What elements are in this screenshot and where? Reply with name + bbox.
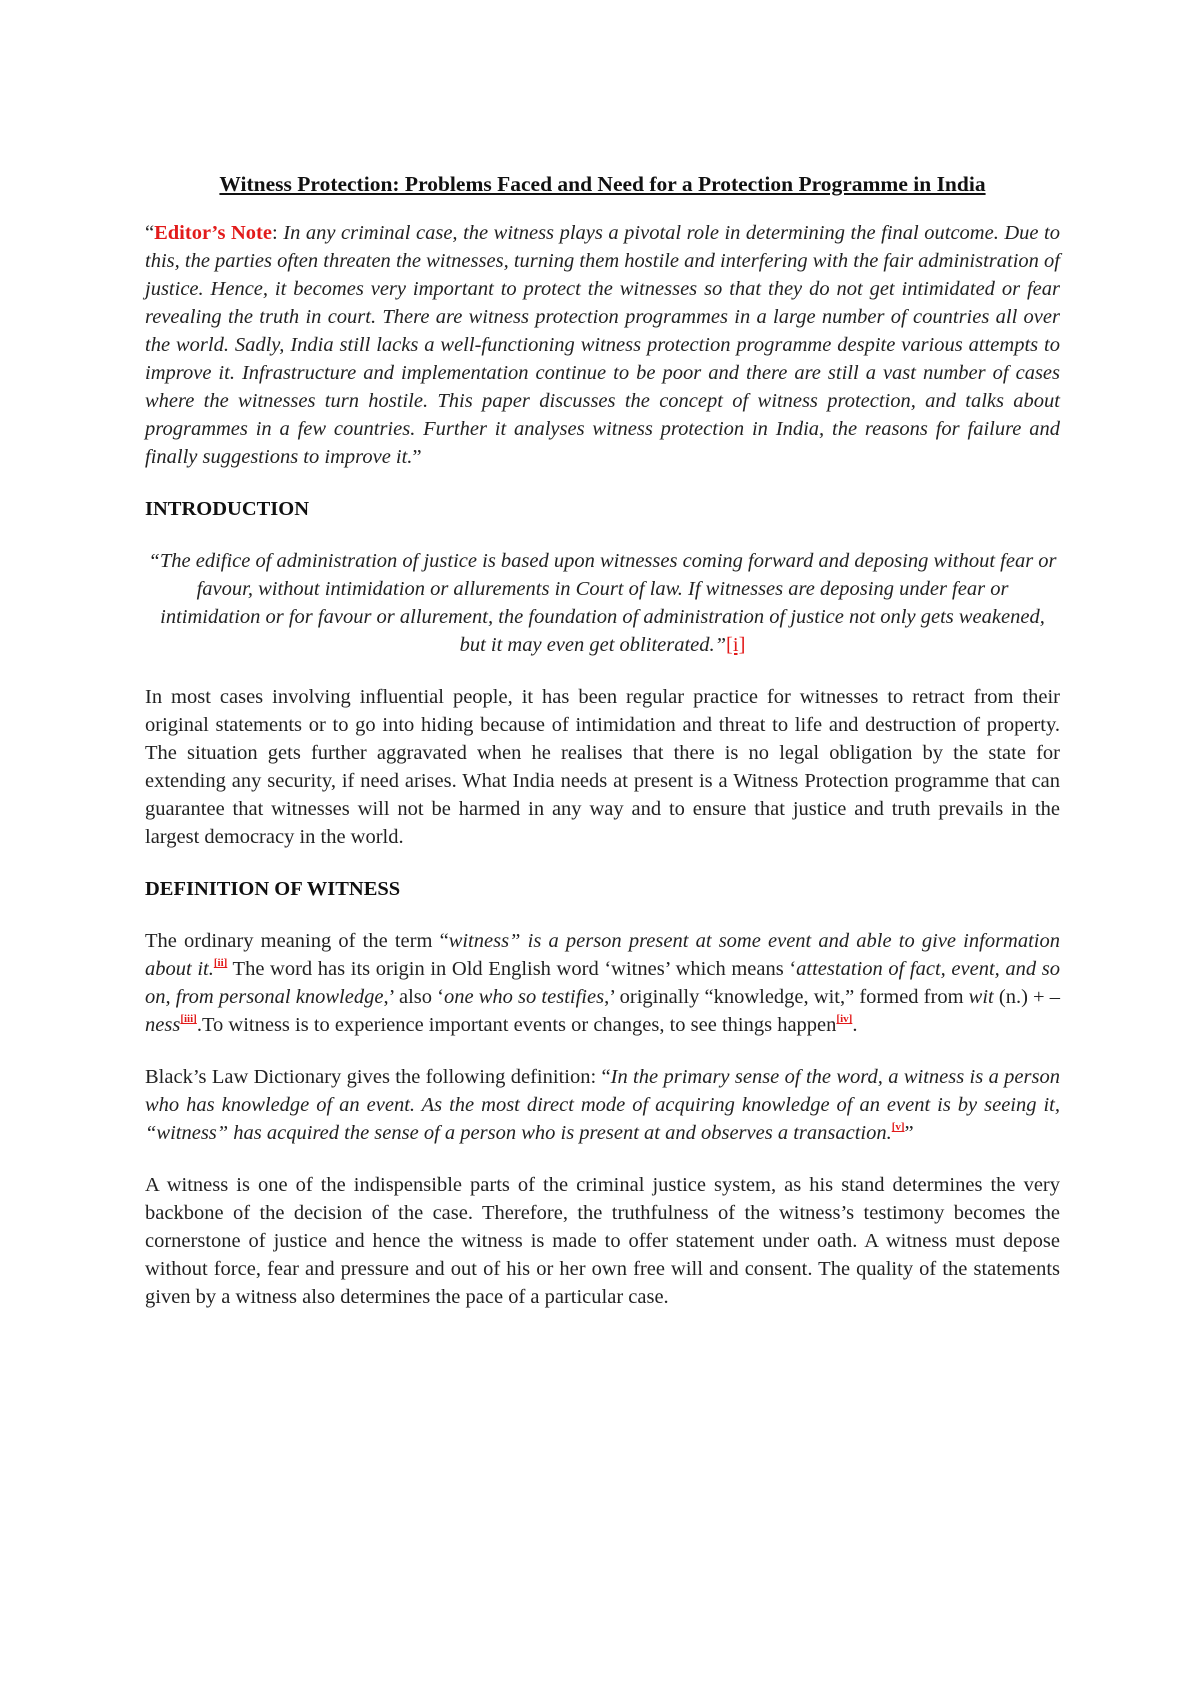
editors-note-open-quote: “ (145, 222, 155, 244)
editors-note-close-quote: ” (412, 446, 422, 468)
document-page (145, 168, 1060, 1335)
definition-paragraph-3: A witness is one of the indispensible parts of the criminal justice system, as his stand determines the very backbone of the decision of the case. Therefore, the truthfulness of the witness’s testimony becomes the cornerstone of justice and hence the witness is made to offer statement under oath. A witness must depose without force, fear and pressure and out of his or her own free will and consent. The quality of the statements given by a witness also determines the pace of a particular case. (145, 1174, 1060, 1308)
text-run-italic: –ness (145, 986, 1061, 1036)
text-run-italic: attestation of fact, event, and so on, from personal knowledge (145, 958, 1060, 1008)
text-run-italic: witness” is a person present at some event and able to give information about it. (145, 930, 1060, 980)
text-run: .To witness is to experience important events or changes, to see things happen (196, 1014, 837, 1036)
definition-paragraph-2 (145, 1063, 1060, 1147)
footnote-link-ii[interactable]: [ii] (213, 957, 228, 969)
introduction-quote (145, 547, 1060, 659)
footnote-link-v[interactable]: [v] (891, 1121, 905, 1133)
text-run: Black’s Law Dictionary gives the following definition: “ (145, 1066, 611, 1088)
footnote-link-i[interactable]: [i] (726, 634, 746, 656)
text-run-italic: wit (968, 986, 994, 1008)
text-run: . (852, 1014, 858, 1036)
text-run-italic: one who so testifies (444, 986, 605, 1008)
text-run: The word has its origin in Old English word ‘witnes’ which means ‘ (227, 958, 797, 980)
document-title: Witness Protection: Problems Faced and Need for a Protection Programme in India (219, 172, 986, 196)
footnote-link-iii[interactable]: [iii] (180, 1013, 197, 1025)
text-run: (n.) + (993, 986, 1050, 1008)
text-run-italic: In the primary sense of the word, a witness is a person who has knowledge of an event. As the most direct mode of acquiring knowledge of an event is by seeing it, “witness” has acquired the sense of a person who is present at and observes a transaction. (145, 1066, 1060, 1144)
definition-paragraph-1 (145, 927, 1060, 1039)
text-run: ,’ originally “knowledge, wit,” formed from (604, 986, 969, 1008)
text-run: ,’ also ‘ (383, 986, 444, 1008)
introduction-heading: INTRODUCTION (145, 498, 310, 520)
introduction-paragraph: In most cases involving influential people, it has been regular practice for witnesses to retract from their original statements or to go into hiding because of intimidation and threat to life and destruction of property. The situation gets further aggravated when he realises that there is no legal obligation by the state for extending any security, if need arises. What India needs at present is a Witness Protection programme that can guarantee that witnesses will not be harmed in any way and to ensure that justice and truth prevails in the largest democracy in the world. (145, 686, 1060, 848)
introduction-quote-text: “The edifice of administration of justice is based upon witnesses coming forward and deposing without fear or favour, without intimidation or allurements in Court of law. If witnesses are deposing under fear or intimidation or for favour or allurement, the foundation of administration of justice not only gets weakened, but it may even get obliterated.” (148, 550, 1057, 656)
editors-note-colon: : (272, 222, 278, 244)
editors-note-text: In any criminal case, the witness plays a pivotal role in determining the final outcome. Due to this, the parties often threaten the witnesses, turning them hostile and interfering with the fair administration of justice. Hence, it becomes very important to protect the witnesses so that they do not get intimidated or fear revealing the truth in court. There are witness protection programmes in a large number of countries all over the world. Sadly, India still lacks a well-functioning witness protection programme despite various attempts to improve it. Infrastructure and implementation continue to be poor and there are still a vast number of cases where the witnesses turn hostile. This paper discusses the concept of witness protection, and talks about programmes in a few countries. Further it analyses witness protection in India, the reasons for failure and finally suggestions to improve it. (145, 222, 1060, 468)
text-run: ” (904, 1122, 914, 1144)
text-run: The ordinary meaning of the term “ (145, 930, 449, 952)
definition-heading: DEFINITION OF WITNESS (145, 878, 401, 900)
editors-note (145, 219, 1060, 471)
editors-note-label: Editor’s Note (154, 222, 272, 244)
footnote-link-iv[interactable]: [iv] (836, 1013, 853, 1025)
